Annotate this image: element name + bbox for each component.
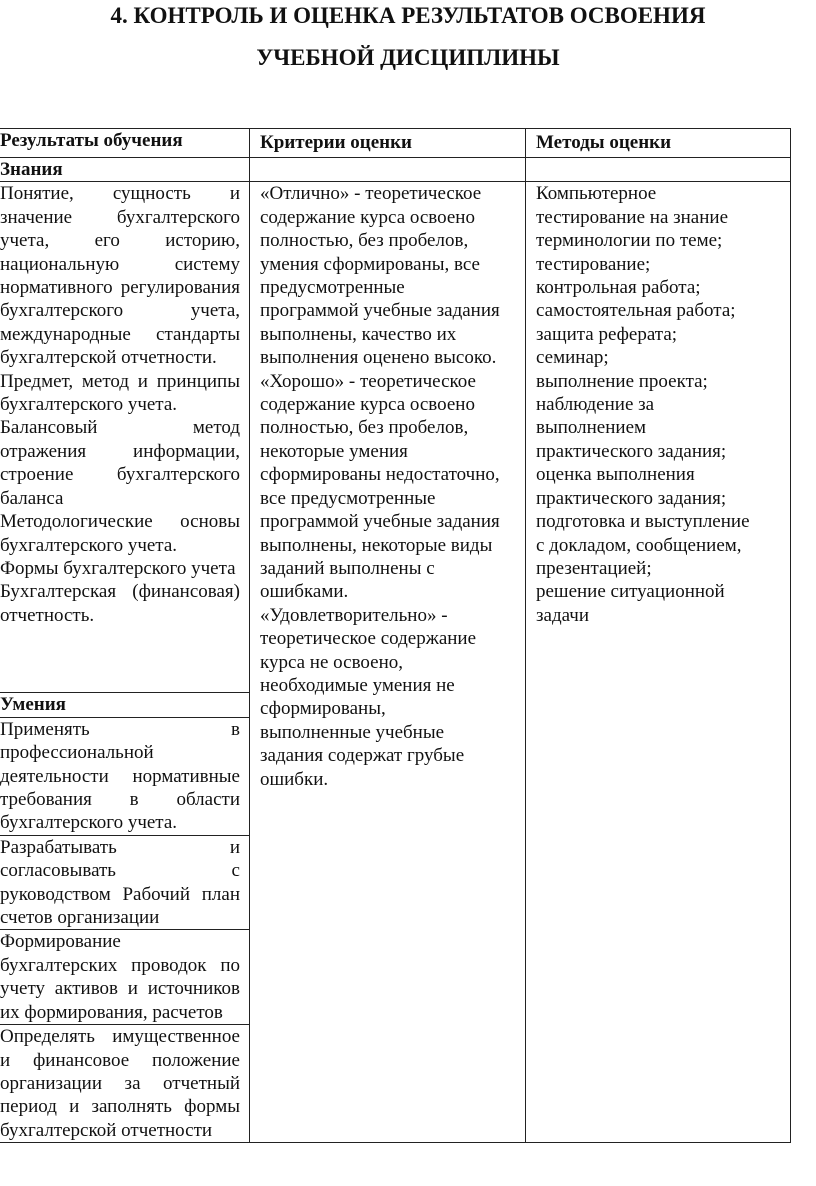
criteria-line: выполнения оценено высоко. — [260, 347, 497, 369]
skill-item: Определять имущественное и финансовое положение организации за отчетный период и заполнять формы бухгалтерской отчетности — [0, 1025, 250, 1143]
method-line: практического задания; — [536, 487, 727, 509]
knowledge-section-row — [0, 158, 791, 182]
criteria-line: все предусмотренные — [260, 487, 436, 509]
criteria-line: «Хорошо» - теоретическое — [260, 370, 476, 392]
header-criteria: Критерии оценки — [250, 129, 526, 158]
knowledge-item: Формы бухгалтерского учета — [0, 557, 236, 579]
criteria-line: «Отлично» - теоретическое — [260, 183, 482, 205]
method-line: выполнение проекта; — [536, 370, 708, 392]
method-line: выполнением — [536, 417, 647, 439]
criteria-line: выполненные учебные — [260, 721, 445, 743]
criteria-line: ошибки. — [260, 768, 329, 790]
criteria-line: программой учебные задания — [260, 300, 500, 322]
knowledge-section-label: Знания — [0, 158, 250, 182]
method-line: Компьютерное — [536, 183, 657, 205]
criteria-line: сформированы, — [260, 698, 386, 720]
method-line: тестирование; — [536, 253, 651, 275]
method-line: наблюдение за — [536, 394, 655, 416]
empty-cell — [250, 158, 526, 182]
table-header-row — [0, 129, 791, 158]
method-line: подготовка и выступление — [536, 511, 750, 533]
knowledge-item: Балансовый метод отражения информации, строение бухгалтерского баланса — [0, 417, 240, 509]
criteria-line: задания содержат грубые — [260, 745, 465, 767]
skill-item: Применять в профессиональной деятельности нормативные требования в области бухгалтерского учета. — [0, 717, 250, 835]
skill-item: Разрабатывать и согласовывать с руководством Рабочий план счетов организации — [0, 835, 250, 930]
criteria-line: сформированы недостаточно, — [260, 464, 500, 486]
page-title-line-2: УЧЕБНОЙ ДИСЦИПЛИНЫ — [256, 45, 560, 70]
method-line: контрольная работа; — [536, 277, 701, 299]
header-methods: Методы оценки — [526, 129, 791, 158]
knowledge-row — [0, 182, 791, 693]
criteria-line: выполнены, некоторые виды — [260, 534, 493, 556]
criteria-line: выполнены, качество их — [260, 323, 457, 345]
criteria-line: предусмотренные — [260, 277, 405, 299]
criteria-line: умения сформированы, все — [260, 253, 480, 275]
criteria-line: полностью, без пробелов, — [260, 230, 469, 252]
criteria-line: «Удовлетворительно» - — [260, 604, 448, 626]
methods-text — [536, 182, 790, 627]
method-line: самостоятельная работа; — [536, 300, 736, 322]
methods-cell — [526, 182, 791, 1143]
criteria-line: содержание курса освоено — [260, 206, 475, 228]
results-table — [0, 128, 791, 1143]
skill-item: Формирование бухгалтерских проводок по учету активов и источников их формирования, расчетов — [0, 930, 250, 1025]
method-line: практического задания; — [536, 440, 727, 462]
criteria-line: заданий выполнены с — [260, 557, 435, 579]
criteria-text — [260, 182, 525, 791]
criteria-line: программой учебные задания — [260, 511, 500, 533]
criteria-line: необходимые умения не — [260, 674, 455, 696]
criteria-line: некоторые умения — [260, 440, 408, 462]
criteria-line: теоретическое содержание — [260, 628, 477, 650]
knowledge-item: Бухгалтерская (финансовая) отчетность. — [0, 581, 240, 626]
criteria-line: ошибками. — [260, 581, 349, 603]
page-title-line-1: 4. КОНТРОЛЬ И ОЦЕНКА РЕЗУЛЬТАТОВ ОСВОЕНИЯ — [110, 3, 706, 28]
knowledge-item: Методологические основы бухгалтерского учета. — [0, 511, 240, 556]
knowledge-item: Понятие, сущность и значение бухгалтерского учета, его историю, национальную систему нормативного регулирования бухгалтерского учета, международные стандарты бухгалтерской отчетности. — [0, 183, 240, 369]
knowledge-cell — [0, 182, 250, 693]
method-line: задачи — [536, 604, 590, 626]
criteria-line: содержание курса освоено — [260, 394, 475, 416]
method-line: семинар; — [536, 347, 609, 369]
method-line: презентацией; — [536, 557, 652, 579]
method-line: тестирование на знание — [536, 206, 729, 228]
header-learning-results: Результаты обучения — [0, 129, 250, 158]
knowledge-item: Предмет, метод и принципы бухгалтерского учета. — [0, 370, 240, 416]
criteria-line: полностью, без пробелов, — [260, 417, 469, 439]
method-line: оценка выполнения — [536, 464, 695, 486]
criteria-line: курса не освоено, — [260, 651, 403, 673]
method-line: решение ситуационной — [536, 581, 725, 603]
method-line: с докладом, сообщением, — [536, 534, 742, 556]
skills-section-label: Умения — [0, 693, 250, 717]
method-line: терминологии по теме; — [536, 230, 723, 252]
empty-cell — [526, 158, 791, 182]
method-line: защита реферата; — [536, 323, 678, 345]
criteria-cell — [250, 182, 526, 1143]
